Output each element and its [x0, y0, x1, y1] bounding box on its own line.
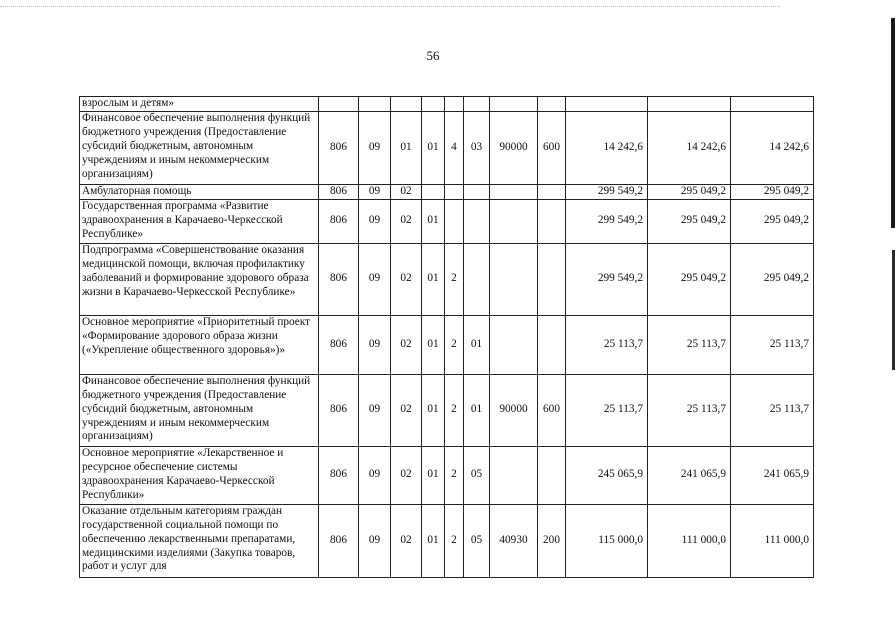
direction-code-cell: [490, 199, 538, 243]
section-code-cell: 09: [359, 315, 391, 374]
section-code-cell: 09: [359, 111, 391, 184]
table-row: [80, 184, 814, 199]
subprogram-code-cell: 2: [445, 504, 464, 577]
table-row: [80, 504, 814, 577]
amount-year3-cell: 241 065,9: [731, 446, 814, 504]
expense-type-cell: 600: [538, 374, 566, 446]
amount-year3-cell: 111 000,0: [731, 504, 814, 577]
row-name-cell: Финансовое обеспечение выполнения функций бюджетного учреждения (Предоставление субсидий бюджетным, автономным учреждениям и иным некоммерческим организациям): [80, 111, 319, 184]
subsection-code-cell: 02: [391, 374, 422, 446]
amount-year3-cell: 25 113,7: [731, 315, 814, 374]
scan-edge-top: [0, 6, 780, 8]
section-code-cell: 09: [359, 243, 391, 315]
activity-code-cell: 05: [464, 446, 490, 504]
direction-code-cell: 90000: [490, 374, 538, 446]
section-code-cell: 09: [359, 504, 391, 577]
row-name-cell: Амбулаторная помощь: [80, 184, 319, 199]
program-code-cell: 01: [422, 315, 445, 374]
row-name-cell: Государственная программа «Развитие здравоохранения в Карачаево-Черкесской Республике»: [80, 199, 319, 243]
amount-year2-cell: 25 113,7: [648, 315, 731, 374]
expense-type-cell: 200: [538, 504, 566, 577]
ministry-code-cell: 806: [319, 199, 359, 243]
program-code-cell: [422, 97, 445, 112]
amount-year2-cell: 295 049,2: [648, 184, 731, 199]
program-code-cell: 01: [422, 374, 445, 446]
activity-code-cell: 03: [464, 111, 490, 184]
amount-year2-cell: 241 065,9: [648, 446, 731, 504]
amount-year3-cell: 295 049,2: [731, 199, 814, 243]
table-row: [80, 243, 814, 315]
subsection-code-cell: 02: [391, 446, 422, 504]
direction-code-cell: [490, 243, 538, 315]
subsection-code-cell: 02: [391, 199, 422, 243]
subprogram-code-cell: 2: [445, 243, 464, 315]
direction-code-cell: 90000: [490, 111, 538, 184]
amount-year2-cell: 111 000,0: [648, 504, 731, 577]
subprogram-code-cell: 4: [445, 111, 464, 184]
ministry-code-cell: 806: [319, 446, 359, 504]
row-name-cell: Оказание отдельным категориям граждан государственной социальной помощи по обеспечению лекарственными препаратами, медицинскими изделиями (Закупка товаров, работ и услуг для: [80, 504, 319, 577]
amount-year2-cell: 14 242,6: [648, 111, 731, 184]
subprogram-code-cell: [445, 199, 464, 243]
amount-year3-cell: 25 113,7: [731, 374, 814, 446]
amount-year3-cell: 14 242,6: [731, 111, 814, 184]
direction-code-cell: [490, 184, 538, 199]
activity-code-cell: [464, 97, 490, 112]
activity-code-cell: 01: [464, 374, 490, 446]
subsection-code-cell: 02: [391, 504, 422, 577]
subsection-code-cell: 02: [391, 243, 422, 315]
row-name-cell: Финансовое обеспечение выполнения функций бюджетного учреждения (Предоставление субсидий бюджетным, автономным учреждениям и иным некоммерческим организациям): [80, 374, 319, 446]
amount-year3-cell: [731, 97, 814, 112]
ministry-code-cell: 806: [319, 111, 359, 184]
program-code-cell: 01: [422, 446, 445, 504]
subsection-code-cell: 02: [391, 315, 422, 374]
subsection-code-cell: [391, 97, 422, 112]
ministry-code-cell: 806: [319, 504, 359, 577]
amount-year3-cell: 295 049,2: [731, 243, 814, 315]
program-code-cell: 01: [422, 243, 445, 315]
table-row: [80, 446, 814, 504]
amount-year1-cell: 14 242,6: [566, 111, 648, 184]
amount-year1-cell: [566, 97, 648, 112]
subprogram-code-cell: [445, 184, 464, 199]
row-name-cell: Подпрограмма «Совершенствование оказания медицинской помощи, включая профилактику заболеваний и формирование здорового образа жизни в Карачаево-Черкесской Республике»: [80, 243, 319, 315]
expense-type-cell: [538, 315, 566, 374]
expense-type-cell: [538, 243, 566, 315]
expense-type-cell: [538, 446, 566, 504]
table-row: [80, 315, 814, 374]
ministry-code-cell: 806: [319, 184, 359, 199]
amount-year1-cell: 115 000,0: [566, 504, 648, 577]
subprogram-code-cell: 2: [445, 446, 464, 504]
amount-year1-cell: 25 113,7: [566, 315, 648, 374]
table-row: [80, 199, 814, 243]
section-code-cell: 09: [359, 184, 391, 199]
row-name-cell: Основное мероприятие «Приоритетный проект «Формирование здорового образа жизни («Укрепление общественного здоровья»)»: [80, 315, 319, 374]
amount-year1-cell: 299 549,2: [566, 184, 648, 199]
amount-year2-cell: 295 049,2: [648, 243, 731, 315]
amount-year1-cell: 299 549,2: [566, 199, 648, 243]
amount-year1-cell: 25 113,7: [566, 374, 648, 446]
row-name-cell: Основное мероприятие «Лекарственное и ресурсное обеспечение системы здравоохранения Карачаево-Черкесской Республики»: [80, 446, 319, 504]
subprogram-code-cell: 2: [445, 315, 464, 374]
program-code-cell: 01: [422, 504, 445, 577]
activity-code-cell: 01: [464, 315, 490, 374]
ministry-code-cell: 806: [319, 243, 359, 315]
row-name-cell: взрослым и детям»: [80, 97, 319, 112]
expense-type-cell: 600: [538, 111, 566, 184]
section-code-cell: [359, 97, 391, 112]
expense-type-cell: [538, 97, 566, 112]
section-code-cell: 09: [359, 446, 391, 504]
expense-type-cell: [538, 199, 566, 243]
ministry-code-cell: 806: [319, 374, 359, 446]
direction-code-cell: [490, 446, 538, 504]
subsection-code-cell: 02: [391, 184, 422, 199]
amount-year3-cell: 295 049,2: [731, 184, 814, 199]
page-number: 56: [426, 48, 440, 63]
amount-year2-cell: [648, 97, 731, 112]
activity-code-cell: 05: [464, 504, 490, 577]
amount-year1-cell: 299 549,2: [566, 243, 648, 315]
amount-year2-cell: 295 049,2: [648, 199, 731, 243]
amount-year2-cell: 25 113,7: [648, 374, 731, 446]
program-code-cell: 01: [422, 111, 445, 184]
section-code-cell: 09: [359, 199, 391, 243]
budget-table-body: [80, 97, 814, 578]
ministry-code-cell: [319, 97, 359, 112]
ministry-code-cell: 806: [319, 315, 359, 374]
subprogram-code-cell: [445, 97, 464, 112]
subsection-code-cell: 01: [391, 111, 422, 184]
scan-edge-right: [891, 18, 895, 228]
section-code-cell: 09: [359, 374, 391, 446]
table-row: [80, 374, 814, 446]
amount-year1-cell: 245 065,9: [566, 446, 648, 504]
direction-code-cell: [490, 315, 538, 374]
table-row: [80, 97, 814, 112]
activity-code-cell: [464, 199, 490, 243]
direction-code-cell: [490, 97, 538, 112]
subprogram-code-cell: 2: [445, 374, 464, 446]
activity-code-cell: [464, 184, 490, 199]
expense-type-cell: [538, 184, 566, 199]
activity-code-cell: [464, 243, 490, 315]
program-code-cell: 01: [422, 199, 445, 243]
direction-code-cell: 40930: [490, 504, 538, 577]
budget-table: [79, 96, 814, 578]
table-row: [80, 111, 814, 184]
program-code-cell: [422, 184, 445, 199]
